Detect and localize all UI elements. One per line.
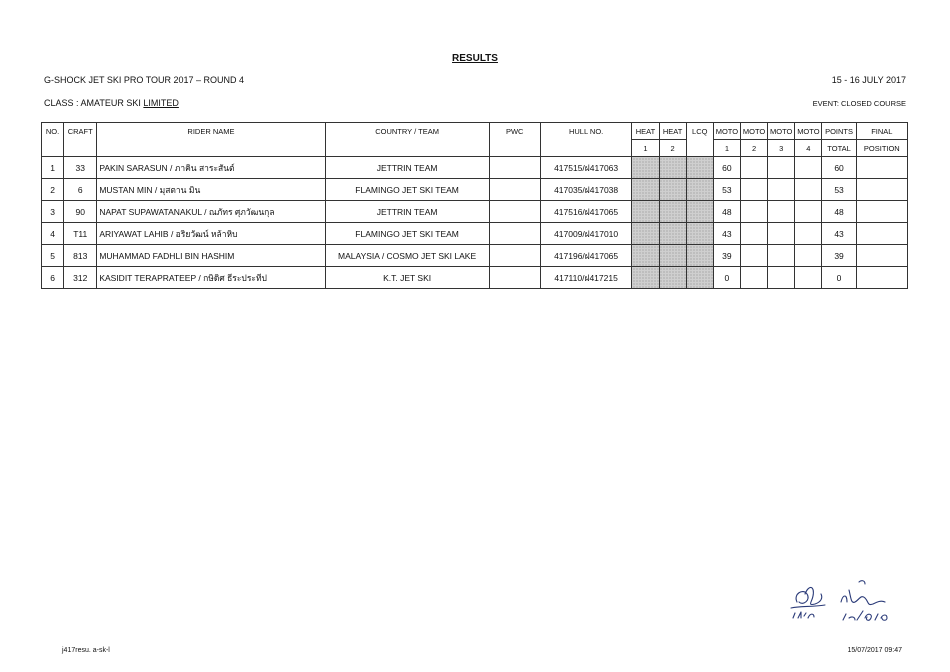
col-points: POINTS <box>822 123 856 140</box>
cell-moto2 <box>740 157 767 179</box>
cell-moto1: 48 <box>713 201 740 223</box>
cell-total: 53 <box>822 179 856 201</box>
cell-hull: 417009/ฝ417010 <box>540 223 632 245</box>
cell-final <box>856 201 907 223</box>
cell-craft: 813 <box>64 245 97 267</box>
col-heat2-sub: 2 <box>659 140 686 157</box>
col-hull-sub <box>540 140 632 157</box>
cell-moto1: 0 <box>713 267 740 289</box>
col-moto4: MOTO <box>795 123 822 140</box>
col-no-sub <box>42 140 64 157</box>
table-row <box>42 201 908 223</box>
cell-rider: PAKIN SARASUN / ภาคิน สาระสันต์ <box>97 157 325 179</box>
class-prefix: CLASS : AMATEUR SKI <box>44 98 144 108</box>
cell-rider: MUHAMMAD FADHLI BIN HASHIM <box>97 245 325 267</box>
cell-hull: 417196/ฝ417065 <box>540 245 632 267</box>
event-date: 15 - 16 JULY 2017 <box>831 75 906 85</box>
cell-hull: 417516/ฝ417065 <box>540 201 632 223</box>
cell-lcq <box>686 267 713 289</box>
cell-moto4 <box>795 179 822 201</box>
page-title: RESULTS <box>452 53 498 64</box>
cell-craft: T11 <box>64 223 97 245</box>
col-lcq-sub <box>686 140 713 157</box>
cell-total: 43 <box>822 223 856 245</box>
cell-no: 6 <box>42 267 64 289</box>
col-rider-sub <box>97 140 325 157</box>
cell-total: 0 <box>822 267 856 289</box>
cell-rider: ARIYAWAT LAHIB / อริยวัฒน์ หล้าหิบ <box>97 223 325 245</box>
cell-heat2 <box>659 179 686 201</box>
col-moto1-sub: 1 <box>713 140 740 157</box>
cell-lcq <box>686 223 713 245</box>
cell-final <box>856 245 907 267</box>
cell-moto3 <box>768 157 795 179</box>
signatures-image <box>785 572 905 632</box>
cell-rider: NAPAT SUPAWATANAKUL / ณภัทร ศุภวัฒนกุล <box>97 201 325 223</box>
results-body <box>42 157 908 289</box>
col-country-sub <box>325 140 489 157</box>
table-row <box>42 157 908 179</box>
cell-rider: KASIDIT TERAPRATEEP / กษิดิศ ธีระประทีป <box>97 267 325 289</box>
cell-moto3 <box>768 179 795 201</box>
results-table <box>41 122 908 289</box>
cell-moto1: 39 <box>713 245 740 267</box>
col-points-sub: TOTAL <box>822 140 856 157</box>
cell-lcq <box>686 157 713 179</box>
col-no: NO. <box>42 123 64 140</box>
cell-no: 3 <box>42 201 64 223</box>
cell-final <box>856 223 907 245</box>
col-heat2: HEAT <box>659 123 686 140</box>
cell-heat2 <box>659 201 686 223</box>
cell-moto3 <box>768 223 795 245</box>
cell-rider: MUSTAN MIN / มุสตาน มิน <box>97 179 325 201</box>
cell-heat2 <box>659 223 686 245</box>
header-subrow <box>42 140 908 157</box>
cell-pwc <box>489 245 540 267</box>
table-row <box>42 245 908 267</box>
cell-moto1: 53 <box>713 179 740 201</box>
cell-heat1 <box>632 267 659 289</box>
cell-moto3 <box>768 201 795 223</box>
table-row <box>42 223 908 245</box>
cell-lcq <box>686 179 713 201</box>
cell-pwc <box>489 179 540 201</box>
cell-country: JETTRIN TEAM <box>325 157 489 179</box>
cell-heat1 <box>632 201 659 223</box>
col-moto2-sub: 2 <box>740 140 767 157</box>
cell-no: 5 <box>42 245 64 267</box>
cell-moto2 <box>740 179 767 201</box>
cell-moto3 <box>768 245 795 267</box>
col-craft-sub <box>64 140 97 157</box>
cell-craft: 6 <box>64 179 97 201</box>
cell-no: 4 <box>42 223 64 245</box>
print-timestamp: 15/07/2017 09:47 <box>847 647 902 654</box>
col-country: COUNTRY / TEAM <box>325 123 489 140</box>
cell-lcq <box>686 245 713 267</box>
col-pwc-sub <box>489 140 540 157</box>
cell-heat2 <box>659 267 686 289</box>
class-highlight: LIMITED <box>143 98 179 108</box>
cell-heat1 <box>632 157 659 179</box>
event-name: G-SHOCK JET SKI PRO TOUR 2017 – ROUND 4 <box>44 75 245 85</box>
class-line <box>44 98 179 108</box>
col-heat1: HEAT <box>632 123 659 140</box>
col-moto3-sub: 3 <box>768 140 795 157</box>
cell-heat1 <box>632 179 659 201</box>
cell-country: MALAYSIA / COSMO JET SKI LAKE <box>325 245 489 267</box>
cell-heat1 <box>632 223 659 245</box>
cell-pwc <box>489 201 540 223</box>
cell-pwc <box>489 157 540 179</box>
cell-moto2 <box>740 201 767 223</box>
cell-hull: 417035/ฝ417038 <box>540 179 632 201</box>
cell-final <box>856 157 907 179</box>
cell-country: K.T. JET SKI <box>325 267 489 289</box>
table-row <box>42 179 908 201</box>
table-row <box>42 267 908 289</box>
cell-moto4 <box>795 201 822 223</box>
col-final: FINAL <box>856 123 907 140</box>
col-moto4-sub: 4 <box>795 140 822 157</box>
cell-moto4 <box>795 245 822 267</box>
cell-pwc <box>489 267 540 289</box>
cell-total: 39 <box>822 245 856 267</box>
cell-moto4 <box>795 223 822 245</box>
col-moto3: MOTO <box>768 123 795 140</box>
cell-craft: 90 <box>64 201 97 223</box>
col-rider: RIDER NAME <box>97 123 325 140</box>
col-heat1-sub: 1 <box>632 140 659 157</box>
cell-moto3 <box>768 267 795 289</box>
cell-heat2 <box>659 157 686 179</box>
cell-lcq <box>686 201 713 223</box>
cell-craft: 33 <box>64 157 97 179</box>
cell-moto2 <box>740 223 767 245</box>
cell-no: 2 <box>42 179 64 201</box>
cell-moto1: 43 <box>713 223 740 245</box>
cell-final <box>856 267 907 289</box>
col-craft: CRAFT <box>64 123 97 140</box>
cell-country: FLAMINGO JET SKI TEAM <box>325 179 489 201</box>
col-hull: HULL NO. <box>540 123 632 140</box>
cell-hull: 417110/ฝ417215 <box>540 267 632 289</box>
col-moto1: MOTO <box>713 123 740 140</box>
col-moto2: MOTO <box>740 123 767 140</box>
cell-moto4 <box>795 157 822 179</box>
cell-final <box>856 179 907 201</box>
cell-total: 60 <box>822 157 856 179</box>
cell-country: JETTRIN TEAM <box>325 201 489 223</box>
col-final-sub: POSITION <box>856 140 907 157</box>
cell-moto4 <box>795 267 822 289</box>
cell-no: 1 <box>42 157 64 179</box>
cell-country: FLAMINGO JET SKI TEAM <box>325 223 489 245</box>
col-lcq: LCQ <box>686 123 713 140</box>
cell-pwc <box>489 223 540 245</box>
cell-heat2 <box>659 245 686 267</box>
cell-moto2 <box>740 245 767 267</box>
cell-moto1: 60 <box>713 157 740 179</box>
cell-total: 48 <box>822 201 856 223</box>
file-reference: j417resu. a-sk-l <box>62 647 110 654</box>
col-pwc: PWC <box>489 123 540 140</box>
cell-moto2 <box>740 267 767 289</box>
cell-craft: 312 <box>64 267 97 289</box>
event-type: EVENT: CLOSED COURSE <box>812 99 906 108</box>
header-row <box>42 123 908 140</box>
cell-hull: 417515/ฝ417063 <box>540 157 632 179</box>
cell-heat1 <box>632 245 659 267</box>
